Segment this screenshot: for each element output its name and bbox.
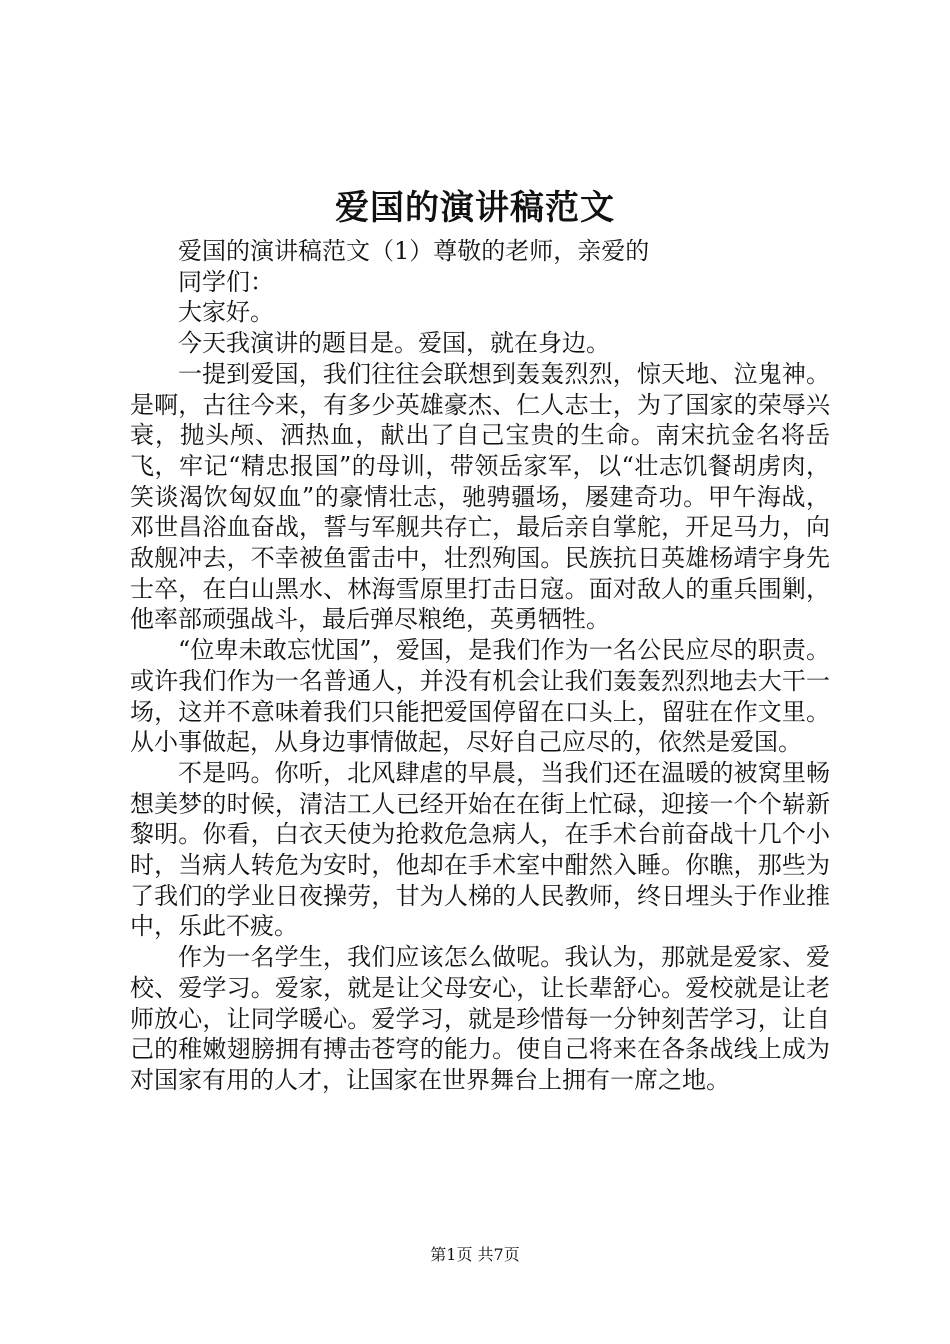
page-number-footer: 第1页 共7页 xyxy=(430,1245,520,1264)
paragraph-2: 同学们： xyxy=(178,267,274,296)
paragraph-6: “位卑未敢忘忧国”，爱国，是我们作为一名公民应尽的职责。或许我们作为一名普通人，并没有机会让我们轰轰烈烈地去大干一场，这并不意味着我们只能把爱国停留在口头上，留驻在作文里。从小事做起，从身边事情做起，尽好自己应尽的，依然是爱国。 xyxy=(130,636,830,757)
paragraph-8: 作为一名学生，我们应该怎么做呢。我认为，那就是爱家、爱校、爱学习。爱家，就是让父母安心，让长辈舒心。爱校就是让老师放心，让同学暖心。爱学习，就是珍惜每一分钟刻苦学习，让自己的稚嫩翅膀拥有搏击苍穹的能力。使自己将来在各条战线上成为对国家有用的人才，让国家在世界舞台上拥有一席之地。 xyxy=(130,943,830,1094)
paragraph-4: 今天我演讲的题目是。爱国，就在身边。 xyxy=(178,329,610,358)
paragraph-3: 大家好。 xyxy=(178,298,274,327)
paragraph-5: 一提到爱国，我们往往会联想到轰轰烈烈，惊天地、泣鬼神。是啊，古往今来，有多少英雄豪杰、仁人志士，为了国家的荣辱兴衰，抛头颅、洒热血，献出了自己宝贵的生命。南宋抗金名将岳飞，牢记“精忠报国”的母训，带领岳家军，以“壮志饥餐胡虏肉，笑谈渴饮匈奴血”的豪情壮志，驰骋疆场，屡建奇功。甲午海战，邓世昌浴血奋战，誓与军舰共存亡，最后亲自掌舵，开足马力，向敌舰冲去，不幸被鱼雷击中，壮烈殉国。民族抗日英雄杨靖宇身先士卒，在白山黑水、林海雪原里打击日寇。面对敌人的重兵围剿，他率部顽强战斗，最后弹尽粮绝，英勇牺牲。 xyxy=(130,359,830,634)
document-title: 爱国的演讲稿范文 xyxy=(335,188,615,228)
paragraph-7: 不是吗。你听，北风肆虐的早晨，当我们还在温暖的被窝里畅想美梦的时候，清洁工人已经开始在在街上忙碌，迎接一个个崭新黎明。你看，白衣天使为抢救危急病人，在手术台前奋战十几个小时，当病人转危为安时，他却在手术室中酣然入睡。你瞧，那些为了我们的学业日夜操劳，甘为人梯的人民教师，终日埋头于作业推中，乐此不疲。 xyxy=(130,758,830,941)
document-body xyxy=(130,236,830,1096)
paragraph-1: 爱国的演讲稿范文（1）尊敬的老师，亲爱的 xyxy=(178,237,650,265)
